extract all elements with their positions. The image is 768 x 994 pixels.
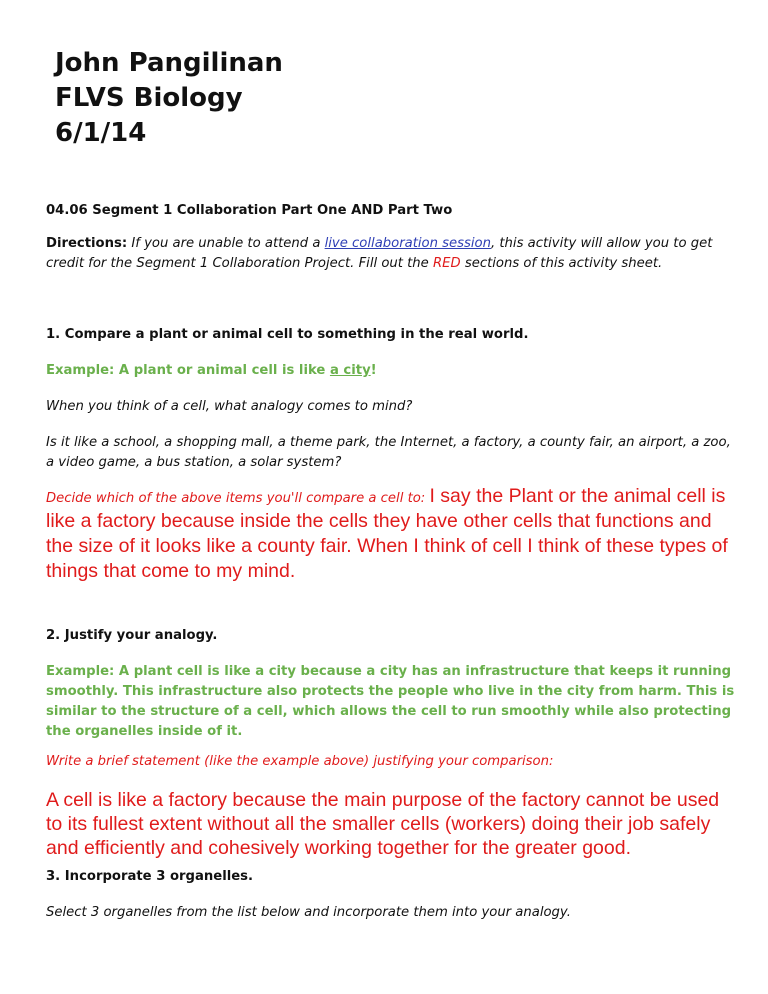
assignment-title: 04.06 Segment 1 Collaboration Part One AND Part Two (46, 203, 453, 218)
student-header (55, 46, 283, 151)
directions-text-after: , this activity will allow you to get credit for the Segment 1 Collaboration Project. Fill out the (46, 236, 713, 271)
directions-text-before: If you are unable to attend a (131, 236, 321, 251)
directions-text-end: sections of this activity sheet. (464, 256, 663, 271)
q1-example (46, 361, 736, 381)
q3-heading: 3. Incorporate 3 organelles. (46, 869, 254, 884)
date: 6/1/14 (55, 118, 147, 148)
q1-prompt-analogy: When you think of a cell, what analogy comes to mind? (46, 399, 413, 414)
q2-example: Example: A plant cell is like a city because a city has an infrastructure that keeps it running smoothly. This infrastructure also protects the people who live in the city from harm. This is similar to the structure of a cell, which allows the cell to run smoothly while also protecting the organelles inside of it. (46, 664, 735, 739)
q1-answer-block (46, 484, 736, 584)
q1-example-end: ! (370, 363, 377, 378)
q2-prompt: Write a brief statement (like the example above) justifying your comparison: (46, 754, 554, 769)
q1-example-prefix: Example: A plant or animal cell is like (46, 363, 326, 378)
directions-label: Directions: (46, 236, 128, 251)
directions (46, 234, 736, 274)
course-name: FLVS Biology (55, 83, 243, 113)
live-collaboration-link[interactable]: live collaboration session (324, 236, 491, 251)
q2-answer: A cell is like a factory because the main purpose of the factory cannot be used to its fullest extent without all the smaller cells (workers) doing their job safely and efficiently and cohesively working together for the greater good. (46, 789, 720, 859)
q2-heading: 2. Justify your analogy. (46, 628, 218, 643)
q1-prompt-options: Is it like a school, a shopping mall, a theme park, the Internet, a factory, a county fair, an airport, a zoo, a video game, a bus station, a solar system? (46, 435, 731, 470)
q3-prompt: Select 3 organelles from the list below and incorporate them into your analogy. (46, 905, 571, 920)
q1-heading: 1. Compare a plant or animal cell to something in the real world. (46, 327, 529, 342)
q1-decide-prompt: Decide which of the above items you'll compare a cell to: (46, 491, 426, 506)
student-name: John Pangilinan (55, 48, 283, 78)
q1-example-link: a city (329, 363, 371, 378)
directions-red-word: RED (432, 256, 461, 271)
q1-answer: I say the Plant or the animal cell is like a factory because inside the cells they have other cells that functions and the size of it looks like a county fair. When I think of cell I think of these types of things that come to my mind. (46, 485, 728, 582)
